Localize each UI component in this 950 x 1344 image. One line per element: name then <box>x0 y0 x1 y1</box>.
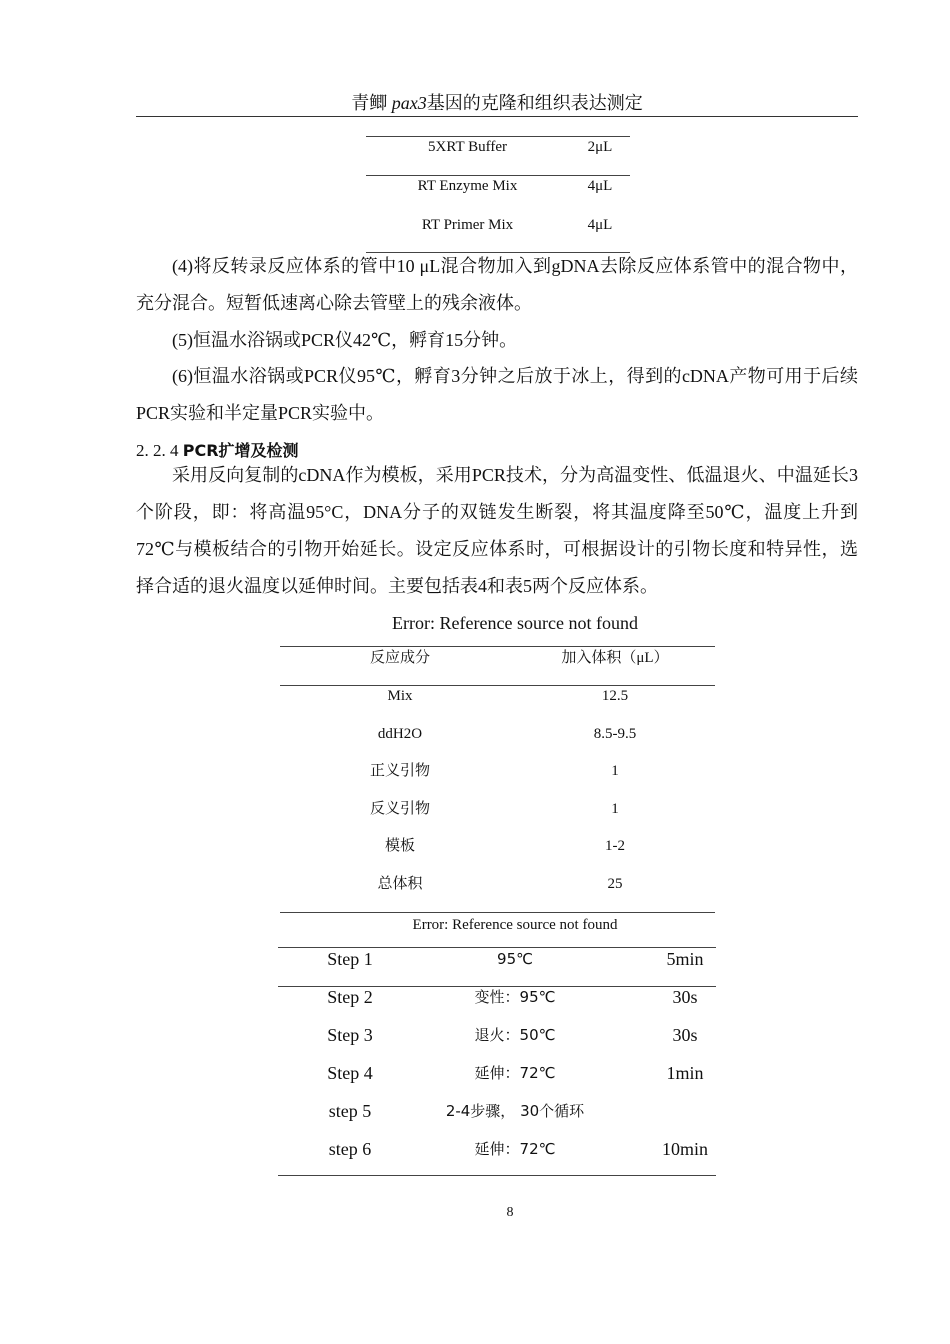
table-cell: 5XRT Buffer <box>428 139 507 155</box>
column-header: 加入体积（μL） <box>561 650 669 666</box>
table-cell: 总体积 <box>377 876 423 892</box>
table-cell: Step 3 <box>327 1025 373 1045</box>
running-header <box>136 92 858 117</box>
table-cell: Step 4 <box>327 1063 373 1083</box>
page-number: 8 <box>506 1205 514 1220</box>
table-cell: 1-2 <box>605 838 625 855</box>
table-cell: Mix <box>387 688 413 704</box>
table-cell: 延伸：72℃ <box>474 1064 556 1082</box>
table-cell: Step 1 <box>327 949 373 969</box>
table-cell: 30s <box>672 1025 698 1045</box>
table-cell: 1min <box>666 1063 704 1083</box>
table-cell: Step 2 <box>327 987 373 1007</box>
table-cell: 1 <box>611 800 619 817</box>
table-cell: step 6 <box>328 1139 372 1159</box>
table-cell: 2μL <box>587 139 613 155</box>
table-cell: 2-4步骤， 30个循环 <box>445 1102 585 1120</box>
table-cell: 12.5 <box>601 688 629 704</box>
table-cell: ddH2O <box>377 725 423 742</box>
table-cell: RT Primer Mix <box>421 217 514 233</box>
section-title: PCR扩增及检测 <box>182 441 299 460</box>
table-cell: 30s <box>672 987 698 1007</box>
table-cell: 8.5-9.5 <box>593 725 637 742</box>
table-cell: RT Enzyme Mix <box>417 178 518 194</box>
table-cell: 10min <box>661 1139 708 1159</box>
paragraph: (5)恒温水浴锅或PCR仪42℃，孵育15分钟。 <box>172 330 518 350</box>
table-cell: 4μL <box>587 178 613 194</box>
table-cell: 模板 <box>384 838 415 855</box>
table-caption: Error: Reference source not found <box>412 917 618 933</box>
table-cell: 退火：50℃ <box>474 1026 556 1044</box>
table-cell: 正义引物 <box>369 763 430 780</box>
table-cell: 5min <box>666 949 704 969</box>
paragraph: (4)将反转录反应体系的管中10 μL混合物加入到gDNA去除反应体系管中的混合物中，充分混合。短暂低速离心除去管壁上的残余液体。 <box>136 256 858 313</box>
table-cell: step 5 <box>328 1101 372 1121</box>
header-text: 青鲫 <box>351 93 392 113</box>
table-cell: 4μL <box>587 217 613 233</box>
column-header: 反应成分 <box>369 650 430 666</box>
table-cell: 延伸：72℃ <box>474 1140 556 1158</box>
section-number: 2. 2. 4 <box>136 441 183 460</box>
table-cell: 25 <box>607 876 623 892</box>
header-gene: pax3 <box>391 93 427 113</box>
table-cell: 1 <box>611 763 619 780</box>
table-cell: 反义引物 <box>369 800 430 817</box>
header-text: 基因的克隆和组织表达测定 <box>426 93 643 113</box>
paragraph: 采用反向复制的cDNA作为模板，采用PCR技术，分为高温变性、低温退火、中温延长3个阶段，即：将高温95°C，DNA分子的双链发生断裂，将其温度降至50℃，温度上升到72℃与模板结合的引物开始延长。设定反应体系时，可根据设计的引物长度和特异性，选择合适的退火温度以延伸时间。主要包括表4和表5两个反应体系。 <box>136 465 858 596</box>
paragraph: (6)恒温水浴锅或PCR仪95℃，孵育3分钟之后放于冰上，得到的cDNA产物可用于后续PCR实验和半定量PCR实验中。 <box>136 366 858 423</box>
table-cell: 变性：95℃ <box>474 988 556 1006</box>
table-caption: Error: Reference source not found <box>392 613 638 633</box>
table-cell: 95℃ <box>497 950 533 968</box>
